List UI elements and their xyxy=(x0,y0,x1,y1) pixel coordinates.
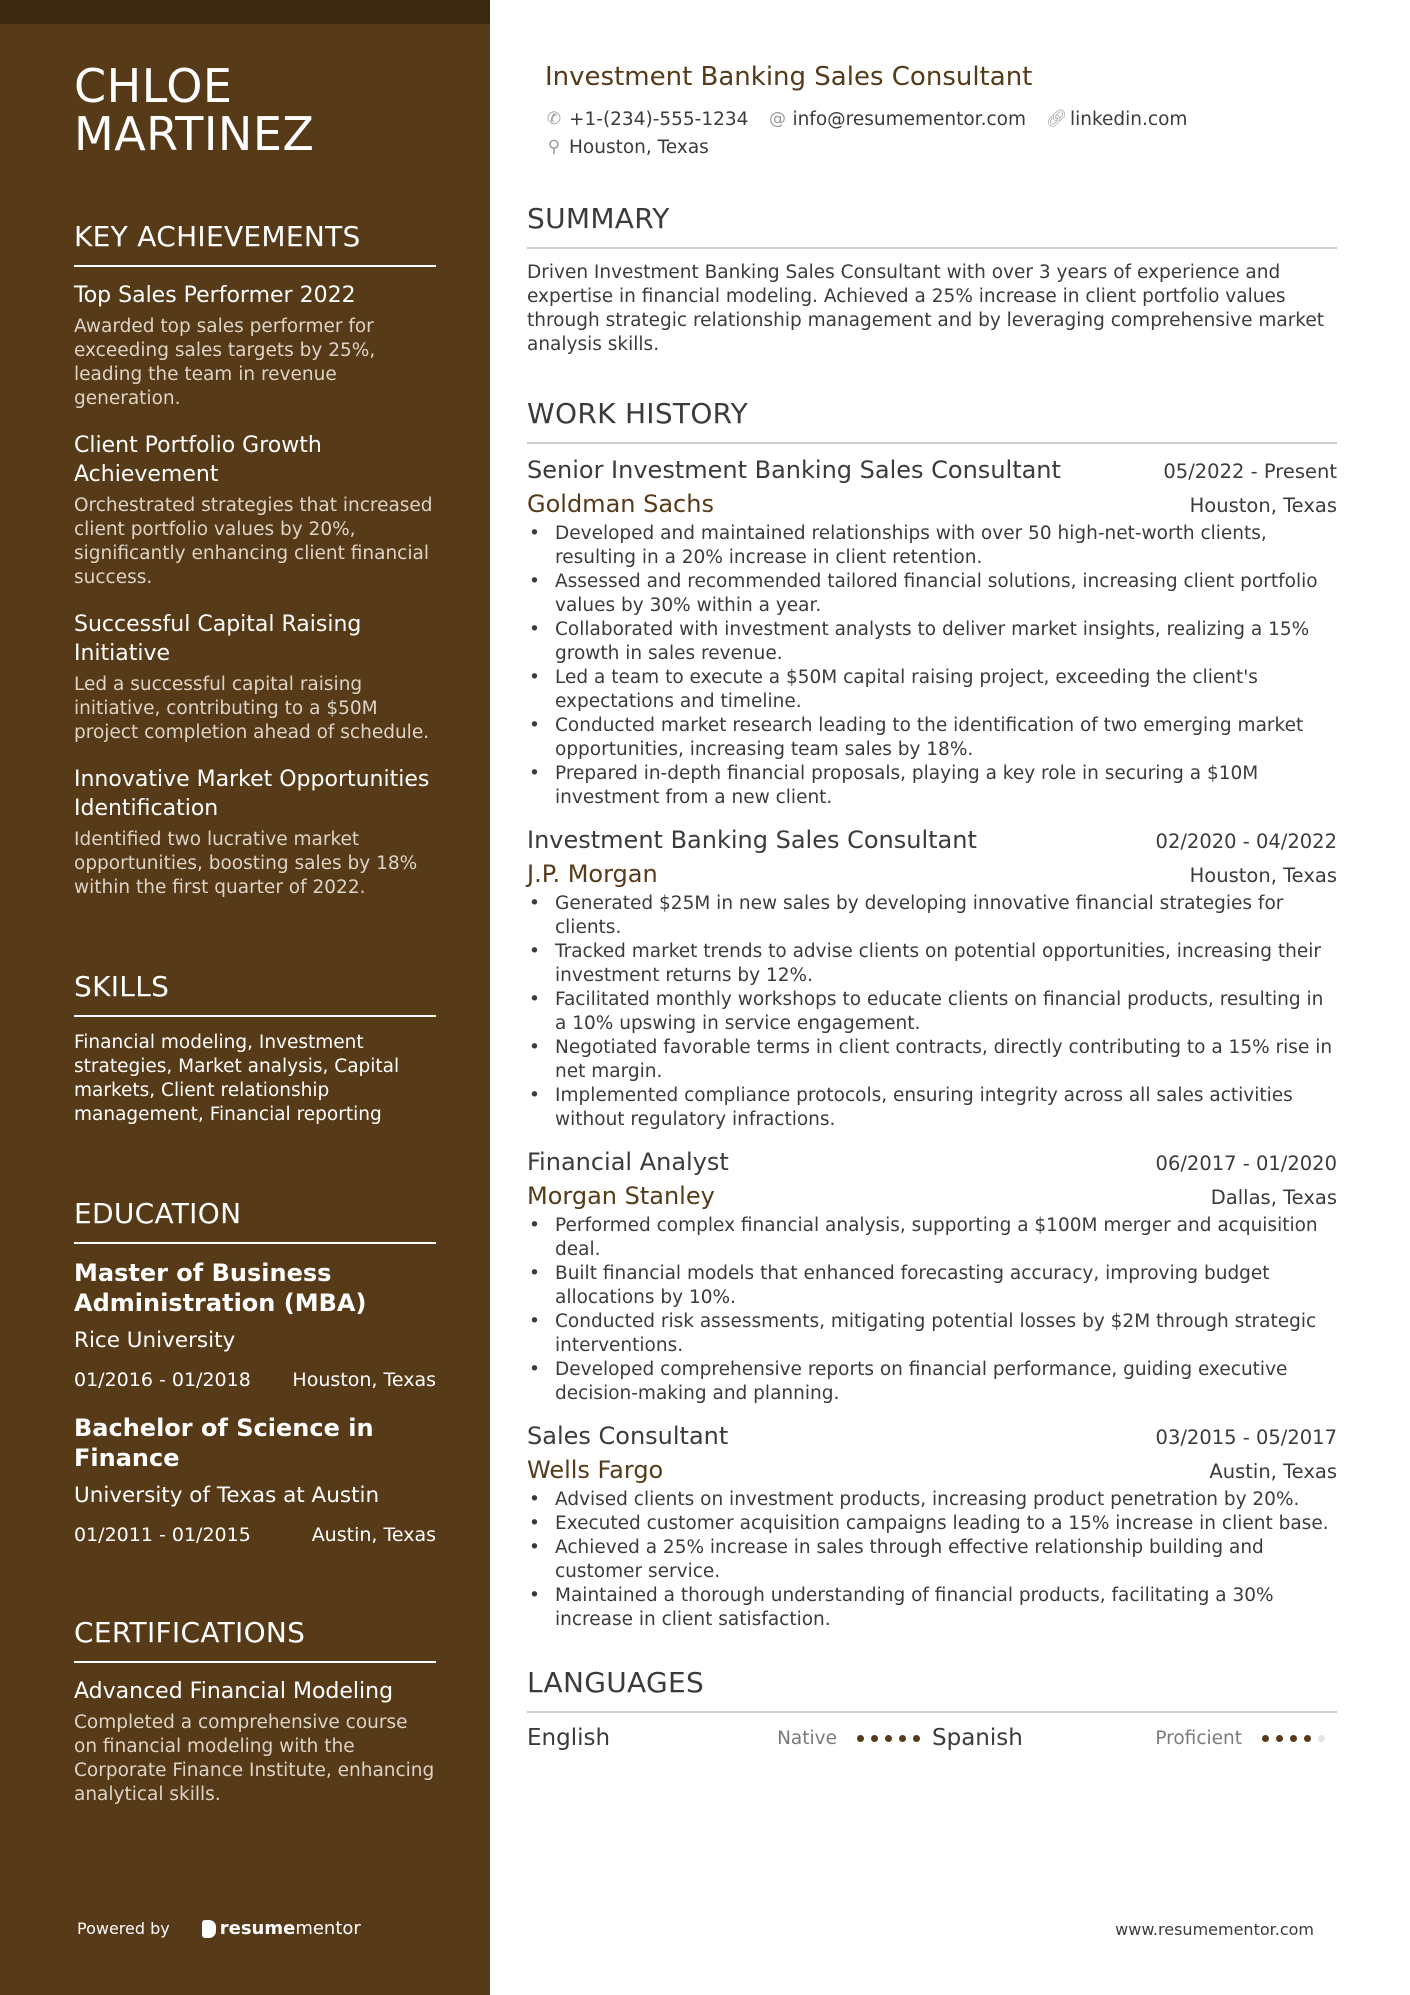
work-history-section xyxy=(527,397,1337,1632)
job-header xyxy=(527,1148,1337,1176)
job-list xyxy=(527,456,1337,1632)
certification-title: Advanced Financial Modeling xyxy=(74,1679,394,1704)
job-subheader xyxy=(527,860,1337,888)
job-bullet: • Developed and maintained relationships with over 50 high-net-worth clients, resulting in a 20% increase in client retention. xyxy=(527,522,1337,570)
job-entry xyxy=(527,826,1337,1132)
contact-email[interactable] xyxy=(768,109,1026,130)
key-achievements-heading: KEY ACHIEVEMENTS xyxy=(74,220,436,267)
link-icon: 🔗︎ xyxy=(1045,109,1068,129)
main-content xyxy=(527,62,1337,1751)
languages-row xyxy=(527,1725,1337,1751)
job-company: J.P. Morgan xyxy=(527,860,658,888)
brand-light: mentor xyxy=(295,1918,361,1939)
language-rating xyxy=(857,1735,927,1742)
achievement-item xyxy=(74,765,436,900)
email-text: info@resumementor.com xyxy=(792,108,1026,130)
job-bullet: • Achieved a 25% increase in sales through effective relationship building and customer service. xyxy=(527,1536,1337,1584)
job-dates: 03/2015 - 05/2017 xyxy=(1155,1426,1337,1449)
job-bullet: • Advised clients on investment products, increasing product penetration by 20%. xyxy=(527,1488,1337,1512)
language-level: Proficient xyxy=(1155,1727,1242,1749)
job-company: Wells Fargo xyxy=(527,1456,664,1484)
powered-by-label: Powered by xyxy=(77,1919,170,1938)
job-bullet: • Built financial models that enhanced forecasting accuracy, improving budget allocations by 10%. xyxy=(527,1262,1337,1310)
job-bullet: • Implemented compliance protocols, ensuring integrity across all sales activities without regulatory infractions. xyxy=(527,1084,1337,1132)
language-item xyxy=(932,1725,1337,1751)
language-name: Spanish xyxy=(932,1725,1023,1751)
job-role: Senior Investment Banking Sales Consultant xyxy=(527,456,1061,484)
rating-dot xyxy=(1304,1735,1311,1742)
education-location: Houston, Texas xyxy=(292,1369,436,1391)
sidebar xyxy=(0,0,490,1995)
job-location: Houston, Texas xyxy=(1189,864,1337,887)
language-level: Native xyxy=(777,1727,837,1749)
achievement-text: Orchestrated strategies that increased client portfolio values by 20%, significantly enhancing client financial success. xyxy=(74,495,433,588)
skills-section xyxy=(74,970,436,1127)
brand-mark-icon xyxy=(202,1920,216,1938)
job-header xyxy=(527,826,1337,854)
rating-dot xyxy=(1290,1735,1297,1742)
work-history-heading: WORK HISTORY xyxy=(527,397,1337,444)
job-role: Investment Banking Sales Consultant xyxy=(527,826,977,854)
rating-dot xyxy=(857,1735,864,1742)
contact-line-1 xyxy=(545,106,1337,132)
skills-text: Financial modeling, Investment strategies, Market analysis, Capital markets, Client relationship management, Financial reporting xyxy=(74,1032,400,1125)
education-item xyxy=(74,1258,436,1391)
job-bullets xyxy=(527,892,1337,1132)
location-text: Houston, Texas xyxy=(569,136,709,158)
education-heading: EDUCATION xyxy=(74,1197,436,1244)
contact-phone[interactable] xyxy=(545,109,748,130)
job-location: Dallas, Texas xyxy=(1210,1186,1337,1209)
job-location: Austin, Texas xyxy=(1209,1460,1337,1483)
rating-dot xyxy=(899,1735,906,1742)
education-dates: 01/2016 - 01/2018 xyxy=(74,1369,251,1391)
job-role: Financial Analyst xyxy=(527,1148,729,1176)
at-icon: @ xyxy=(768,109,786,129)
job-bullet: • Maintained a thorough understanding of financial products, facilitating a 30% increase in client satisfaction. xyxy=(527,1584,1337,1632)
location-pin-icon: ⚲ xyxy=(547,137,561,157)
footer-url[interactable]: www.resumementor.com xyxy=(1115,1920,1314,1939)
headline: Investment Banking Sales Consultant xyxy=(545,62,1033,92)
school: University of Texas at Austin xyxy=(74,1483,380,1508)
degree: Master of Business Administration (MBA) xyxy=(74,1259,367,1317)
job-bullets xyxy=(527,1214,1337,1406)
summary-heading: SUMMARY xyxy=(527,202,1337,249)
language-item xyxy=(527,1725,932,1751)
job-company: Morgan Stanley xyxy=(527,1182,715,1210)
job-location: Houston, Texas xyxy=(1189,494,1337,517)
certification-text: Completed a comprehensive course on financial modeling with the Corporate Finance Institute, enhancing analytical skills. xyxy=(74,1712,435,1805)
job-bullet: • Facilitated monthly workshops to educate clients on financial products, resulting in a 10% upswing in service engagement. xyxy=(527,988,1337,1036)
language-rating xyxy=(1262,1735,1332,1742)
job-company: Goldman Sachs xyxy=(527,490,714,518)
job-header xyxy=(527,1422,1337,1450)
job-bullet: • Led a team to execute a $50M capital raising project, exceeding the client's expectations and timeline. xyxy=(527,666,1337,714)
phone-icon: ✆ xyxy=(546,109,562,129)
first-name: CHLOE xyxy=(74,59,233,113)
contact-info xyxy=(545,106,1337,160)
key-achievements-section xyxy=(74,220,436,900)
contact-location xyxy=(545,137,709,158)
job-dates: 05/2022 - Present xyxy=(1163,460,1337,483)
education-location: Austin, Texas xyxy=(311,1524,436,1546)
last-name: MARTINEZ xyxy=(74,107,315,161)
job-entry xyxy=(527,1422,1337,1632)
job-bullet: • Performed complex financial analysis, supporting a $100M merger and acquisition deal. xyxy=(527,1214,1337,1262)
brand-logo[interactable] xyxy=(202,1918,361,1939)
brand-bold: resume xyxy=(219,1918,296,1939)
achievement-title: Client Portfolio Growth Achievement xyxy=(74,433,322,487)
education-section xyxy=(74,1197,436,1546)
education-list xyxy=(74,1258,436,1546)
job-bullets xyxy=(527,1488,1337,1632)
achievement-text: Identified two lucrative market opportunities, boosting sales by 18% within the first quarter of 2022. xyxy=(74,829,418,898)
rating-dot xyxy=(1262,1735,1269,1742)
education-item xyxy=(74,1413,436,1546)
skills-heading: SKILLS xyxy=(74,970,436,1017)
phone-text: +1-(234)-555-1234 xyxy=(569,108,749,130)
job-entry xyxy=(527,456,1337,810)
rating-dot xyxy=(1276,1735,1283,1742)
job-header xyxy=(527,456,1337,484)
job-role: Sales Consultant xyxy=(527,1422,729,1450)
achievement-text: Led a successful capital raising initiative, contributing to a $50M project completion ahead of schedule. xyxy=(74,674,430,743)
languages-section xyxy=(527,1666,1337,1751)
certifications-list xyxy=(74,1677,436,1807)
job-dates: 02/2020 - 04/2022 xyxy=(1155,830,1337,853)
achievement-title: Successful Capital Raising Initiative xyxy=(74,612,362,666)
degree: Bachelor of Science in Finance xyxy=(74,1414,374,1472)
language-name: English xyxy=(527,1725,611,1751)
achievement-item xyxy=(74,431,436,590)
education-meta xyxy=(74,1369,436,1391)
job-bullet: • Assessed and recommended tailored financial solutions, increasing client portfolio values by 30% within a year. xyxy=(527,570,1337,618)
rating-dot xyxy=(1318,1735,1325,1742)
languages-heading: LANGUAGES xyxy=(527,1666,1337,1713)
rating-dot xyxy=(913,1735,920,1742)
linkedin-text: linkedin.com xyxy=(1069,108,1188,130)
summary-text: Driven Investment Banking Sales Consultant with over 3 years of experience and expertise in financial modeling. Achieved a 25% increase in client portfolio values through strategic relationship management and by leveraging comprehensive market analysis skills. xyxy=(527,262,1324,355)
certifications-heading: CERTIFICATIONS xyxy=(74,1616,436,1663)
achievement-text: Awarded top sales performer for exceeding sales targets by 25%, leading the team in revenue generation. xyxy=(74,316,376,409)
achievement-title: Top Sales Performer 2022 xyxy=(74,283,356,308)
job-bullets xyxy=(527,522,1337,810)
job-bullet: • Generated $25M in new sales by developing innovative financial strategies for clients. xyxy=(527,892,1337,940)
job-subheader xyxy=(527,1182,1337,1210)
job-bullet: • Tracked market trends to advise clients on potential opportunities, increasing their investment returns by 12%. xyxy=(527,940,1337,988)
rating-dot xyxy=(885,1735,892,1742)
job-entry xyxy=(527,1148,1337,1406)
candidate-name xyxy=(74,59,436,161)
contact-line-2 xyxy=(545,134,1337,160)
job-bullet: • Collaborated with investment analysts to deliver market insights, realizing a 15% growth in sales revenue. xyxy=(527,618,1337,666)
powered-by xyxy=(77,1918,361,1939)
job-dates: 06/2017 - 01/2020 xyxy=(1155,1152,1337,1175)
certification-item xyxy=(74,1677,436,1807)
sidebar-top-band xyxy=(0,0,490,24)
achievements-list xyxy=(74,281,436,900)
contact-linkedin[interactable] xyxy=(1046,109,1187,130)
job-bullet: • Prepared in-depth financial proposals, playing a key role in securing a $10M investment from a new client. xyxy=(527,762,1337,810)
sidebar-content xyxy=(74,59,436,1827)
rating-dot xyxy=(871,1735,878,1742)
achievement-item xyxy=(74,610,436,745)
education-meta xyxy=(74,1524,436,1546)
job-bullet: • Conducted market research leading to the identification of two emerging market opportunities, increasing team sales by 18%. xyxy=(527,714,1337,762)
certifications-section xyxy=(74,1616,436,1807)
school: Rice University xyxy=(74,1328,236,1353)
job-bullet: • Negotiated favorable terms in client contracts, directly contributing to a 15% rise in net margin. xyxy=(527,1036,1337,1084)
achievement-title: Innovative Market Opportunities Identification xyxy=(74,767,430,821)
job-subheader xyxy=(527,1456,1337,1484)
job-subheader xyxy=(527,490,1337,518)
education-dates: 01/2011 - 01/2015 xyxy=(74,1524,251,1546)
achievement-item xyxy=(74,281,436,411)
job-bullet: • Conducted risk assessments, mitigating potential losses by $2M through strategic interventions. xyxy=(527,1310,1337,1358)
job-bullet: • Executed customer acquisition campaigns leading to a 15% increase in client base. xyxy=(527,1512,1337,1536)
job-bullet: • Developed comprehensive reports on financial performance, guiding executive decision-making and planning. xyxy=(527,1358,1337,1406)
summary-section xyxy=(527,202,1337,357)
